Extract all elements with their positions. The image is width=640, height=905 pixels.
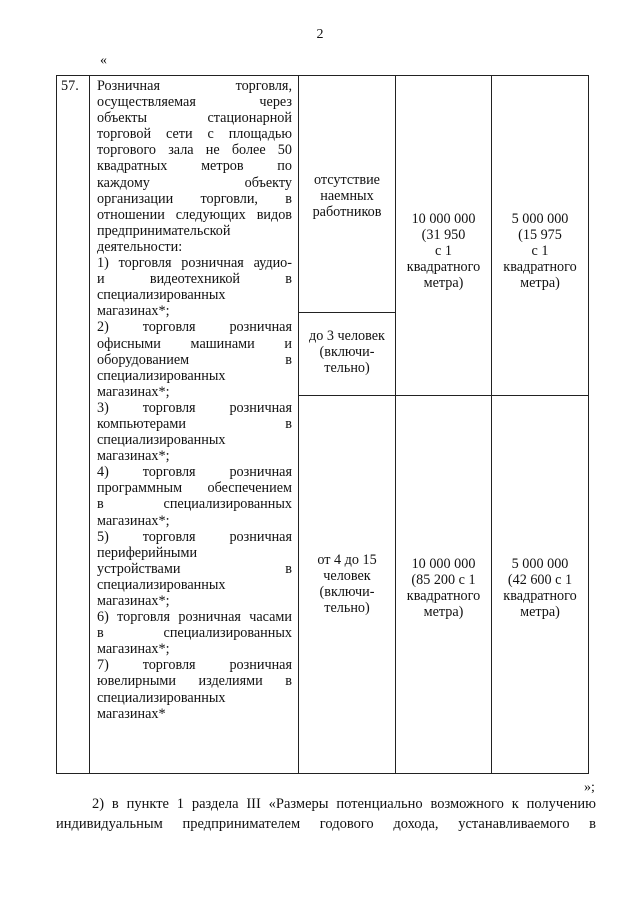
description-line: и видеотехникой в [97,271,292,288]
cell-line: отсутствие [314,172,380,188]
activity-description-text [90,76,298,722]
cell-line: квадратного [406,588,481,605]
tariff-table [56,75,589,774]
cell-line: метра) [520,275,560,292]
description-line: программным обеспечением [97,480,292,497]
page-number: 2 [316,27,324,42]
income-value-half-1 [492,76,589,396]
description-line: 3) торговля розничная [97,399,292,416]
cell-line: (31 950 [421,227,466,244]
income-value-2 [396,396,492,774]
cell-line: тельно) [324,360,370,377]
cell-line: 5 000 000 [511,211,569,227]
description-line: ювелирными изделиями в [97,673,292,690]
opening-quote: « [100,53,107,68]
description-line: организации торговли, в [97,190,292,207]
description-line: торгового зала не более 50 [97,142,292,159]
description-line: 4) торговля розничная [97,464,292,481]
description-line: магазинах*; [97,593,170,609]
description-line: специализированных [97,432,226,449]
description-line: специализированных [97,576,226,593]
description-line: торговой сети с площадью [97,126,292,143]
paragraph-line-2: индивидуальным предпринимателем годового дохода, устанавливаемого в [56,816,596,832]
cell-line: метра) [423,604,464,621]
closing-quote: »; [584,780,595,795]
description-line: Розничная торговля, [97,78,292,94]
cell-line: квадратного [406,259,481,276]
description-line: оборудованием в [97,351,292,368]
description-line: периферийными [97,544,198,561]
description-line: магазинах*; [97,641,170,658]
description-line: 6) торговля розничная часами [97,609,292,626]
description-line: магазинах*; [97,512,170,529]
description-line: в специализированных [97,625,292,642]
cell-line: (включи- [319,584,375,601]
cell-line: с 1 [531,243,549,260]
description-line: специализированных [97,287,226,304]
employees-up-to-3 [299,313,396,396]
description-line: магазинах*; [97,303,170,320]
income-value-half-2 [492,396,589,774]
cell-line: с 1 [435,243,452,260]
description-line: предпринимательской [97,222,231,239]
description-line: осуществляемая через [97,94,292,111]
description-line: магазинах* [97,705,166,722]
cell-line: до 3 человек [309,328,385,344]
cell-line: квадратного [503,259,577,276]
description-line: специализированных [97,689,226,706]
description-line: объекты стационарной [97,110,292,127]
cell-line: (включи- [319,344,375,361]
cell-line: метра) [423,275,464,292]
cell-line: (42 600 с 1 [507,572,573,589]
cell-line: (15 975 [518,227,562,244]
activity-description [90,76,299,774]
cell-line: человек [323,568,371,585]
description-line: 1) торговля розничная аудио- [97,255,292,272]
paragraph-line-1: 2) в пункте 1 раздела III «Размеры потенциально возможного к получению [92,796,596,812]
cell-line: 10 000 000 [411,556,476,572]
employees-none [299,76,396,313]
description-line: каждому объекту [97,174,292,191]
cell-line: от 4 до 15 [317,552,377,568]
description-line: устройствами в [97,560,292,577]
cell-line: работников [312,204,382,221]
row-number: 57. [57,76,90,774]
description-line: 7) торговля розничная [97,657,292,674]
cell-line: тельно) [324,600,370,617]
description-line: квадратных метров по [97,158,292,175]
description-line: магазинах*; [97,448,170,465]
cell-line: квадратного [503,588,577,605]
cell-line: наемных [320,188,374,205]
cell-line: 5 000 000 [511,556,569,572]
cell-line: 10 000 000 [411,211,476,227]
description-line: 2) торговля розничная [97,319,292,336]
description-line: специализированных [97,367,226,384]
income-value-1 [396,76,492,396]
description-line: в специализированных [97,496,292,513]
description-line: отношении следующих видов [97,206,292,223]
description-line: магазинах*; [97,383,170,400]
cell-line: метра) [520,604,560,621]
description-line: 5) торговля розничная [97,528,292,545]
description-line: офисными машинами и [97,335,292,352]
description-line: деятельности: [97,238,183,255]
description-line: компьютерами в [97,415,292,432]
cell-line: (85 200 с 1 [411,572,476,589]
employees-4-to-15 [299,396,396,774]
